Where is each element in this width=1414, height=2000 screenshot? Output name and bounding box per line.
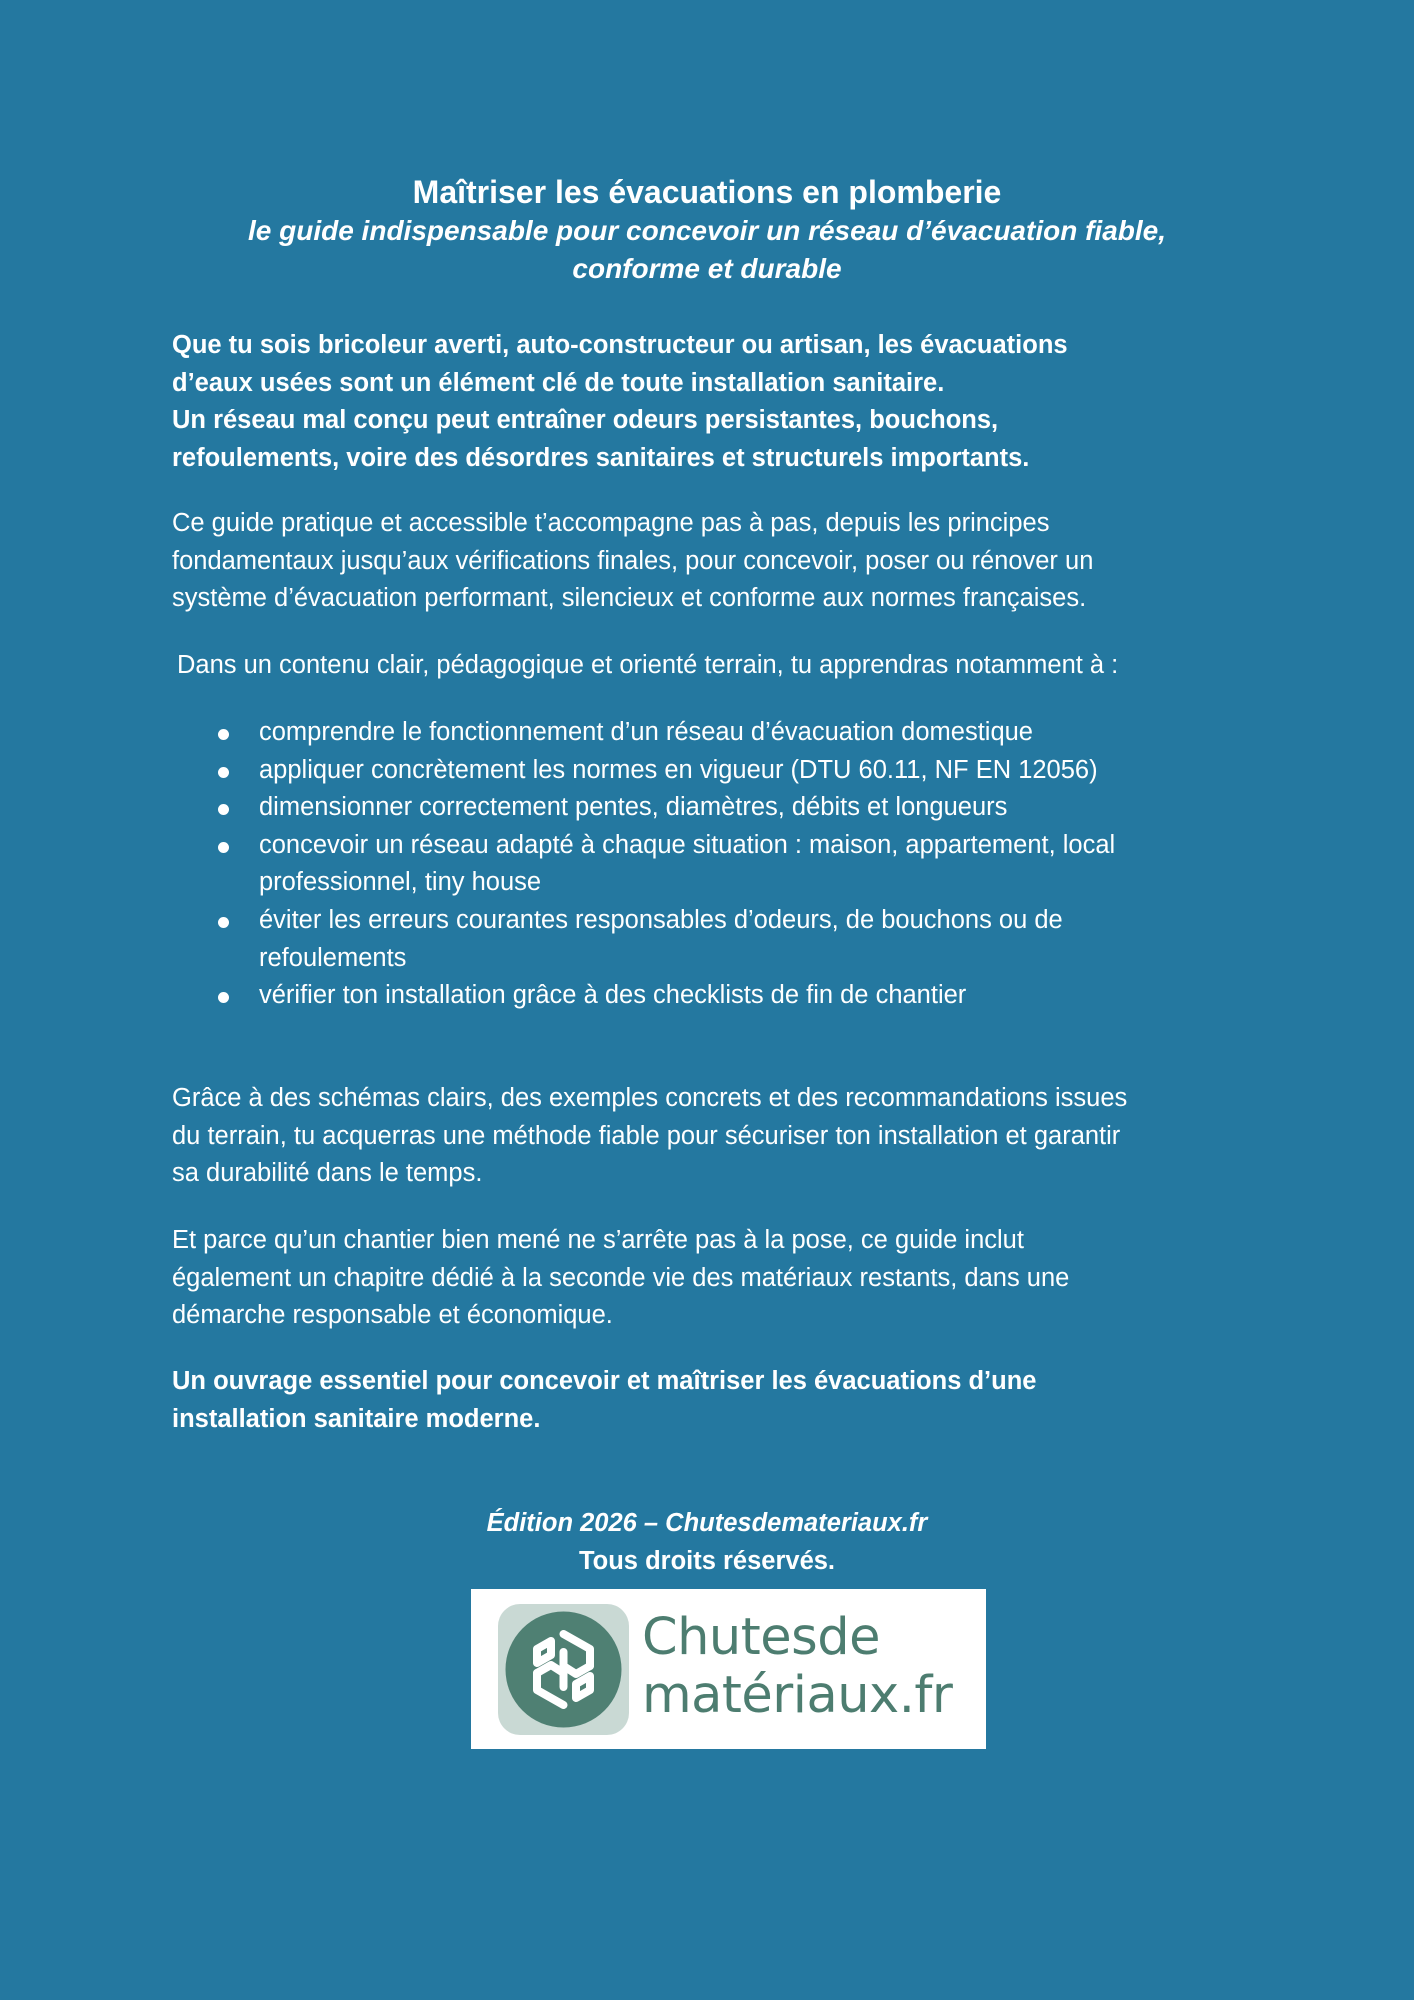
- list-item-text: appliquer concrètement les normes en vigueur (DTU 60.11, NF EN 12056): [259, 755, 1098, 784]
- schemas-paragraph: [172, 1080, 1252, 1193]
- list-item-text: dimensionner correctement pentes, diamètres, débits et longueurs: [259, 793, 1008, 822]
- edition-line: Édition 2026 – Chutesdemateriaux.fr: [486, 1509, 928, 1537]
- intro-line: refoulements, voire des désordres sanitaires et structurels importants.: [172, 443, 1030, 472]
- chantier-line: également un chapitre dédié à la seconde vie des matériaux restants, dans une: [172, 1263, 1070, 1292]
- learn-intro: Dans un contenu clair, pédagogique et orienté terrain, tu apprendras notamment à :: [177, 651, 1119, 679]
- edition-block: [150, 1504, 1264, 1580]
- publisher-logo: [471, 1589, 986, 1749]
- intro-paragraph: [172, 327, 1252, 477]
- schemas-line: sa durabilité dans le temps.: [172, 1159, 483, 1188]
- list-item: [172, 714, 1252, 752]
- chantier-paragraph: [172, 1222, 1252, 1335]
- logo-wordmark: [642, 1609, 952, 1725]
- bullet-icon: [218, 917, 229, 928]
- rights-line: Tous droits réservés.: [578, 1547, 836, 1575]
- chantier-line: démarche responsable et économique.: [172, 1301, 613, 1330]
- logo-text-line: matériaux.fr: [642, 1666, 953, 1725]
- learning-list: [172, 714, 1252, 1015]
- list-item-text: refoulements: [259, 943, 407, 972]
- intro-line: d’eaux usées sont un élément clé de toute installation sanitaire.: [172, 368, 945, 397]
- list-item: [172, 789, 1252, 827]
- closing-paragraph: [172, 1363, 1252, 1438]
- list-item: [172, 752, 1252, 790]
- guide-description-line: fondamentaux jusqu’aux vérifications finales, pour concevoir, poser ou rénover un: [172, 546, 1094, 575]
- subtitle-line: conforme et durable: [572, 253, 842, 284]
- guide-description-paragraph: [172, 505, 1252, 618]
- list-item: [172, 977, 1252, 1015]
- bullet-icon: [218, 842, 229, 853]
- subtitle-line: le guide indispensable pour concevoir un réseau d’évacuation fiable,: [247, 215, 1166, 246]
- list-item-text: éviter les erreurs courantes responsables d’odeurs, de bouchons ou de: [259, 905, 1063, 934]
- list-item-text: professionnel, tiny house: [259, 868, 542, 897]
- list-item-text: comprendre le fonctionnement d’un réseau d’évacuation domestique: [259, 718, 1033, 746]
- bullet-icon: [218, 767, 229, 778]
- cube-logo-icon: [498, 1604, 629, 1735]
- schemas-line: du terrain, tu acquerras une méthode fiable pour sécuriser ton installation et garantir: [172, 1121, 1121, 1150]
- guide-description-line: système d’évacuation performant, silencieux et conforme aux normes françaises.: [172, 584, 1087, 613]
- bullet-icon: [218, 992, 229, 1003]
- list-item: [172, 827, 1252, 902]
- closing-line: installation sanitaire moderne.: [172, 1404, 541, 1433]
- book-subtitle: [150, 212, 1264, 288]
- list-item-text: vérifier ton installation grâce à des checklists de fin de chantier: [259, 981, 967, 1010]
- title-block: [150, 172, 1264, 288]
- intro-line: Que tu sois bricoleur averti, auto-constructeur ou artisan, les évacuations: [172, 331, 1068, 359]
- list-item: [172, 902, 1252, 977]
- guide-description-line: Ce guide pratique et accessible t’accompagne pas à pas, depuis les principes: [172, 509, 1050, 537]
- list-item-text: concevoir un réseau adapté à chaque situation : maison, appartement, local: [259, 830, 1116, 859]
- schemas-line: Grâce à des schémas clairs, des exemples concrets et des recommandations issues: [172, 1084, 1128, 1112]
- book-title: Maîtriser les évacuations en plomberie: [412, 174, 1002, 210]
- chantier-line: Et parce qu’un chantier bien mené ne s’arrête pas à la pose, ce guide inclut: [172, 1226, 1024, 1254]
- bullet-icon: [218, 729, 229, 740]
- intro-line: Un réseau mal conçu peut entraîner odeurs persistantes, bouchons,: [172, 406, 999, 435]
- bullet-icon: [218, 804, 229, 815]
- logo-text-line: Chutesde: [642, 1608, 880, 1667]
- closing-line: Un ouvrage essentiel pour concevoir et maîtriser les évacuations d’une: [172, 1367, 1037, 1395]
